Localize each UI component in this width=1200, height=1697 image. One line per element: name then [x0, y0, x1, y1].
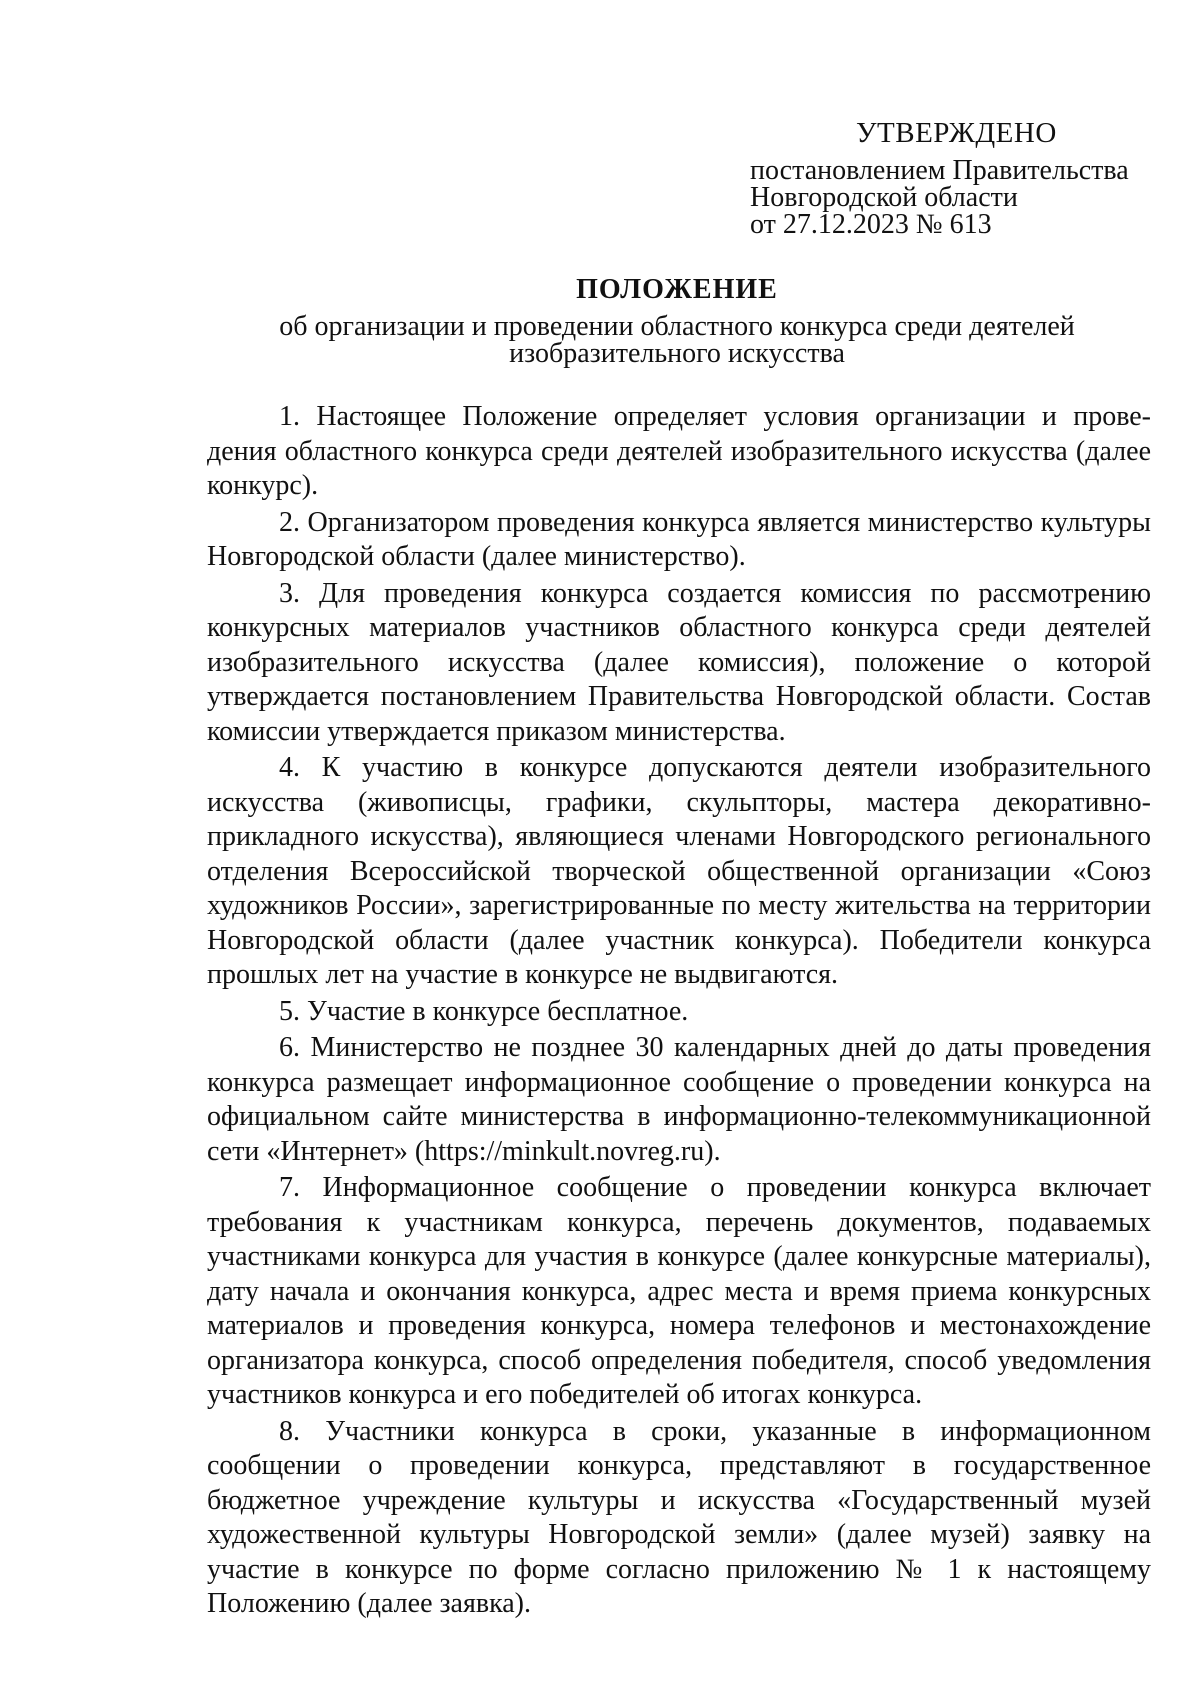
approval-line-region: Новгородской области — [750, 182, 1018, 213]
paragraph-8: 8. Участники конкурса в сроки, указанные в информационном сообщении о проведении конкурса, представляют в государственное бюджетное учреждение культуры и искусства «Государственный музей художественной культуры Новгородской земли» (далее музей) заявку на участие в конкурсе по форме согласно приложению № 1 к настоящему Положению (далее заявка). — [207, 1415, 1151, 1619]
approval-heading: УТВЕРЖДЕНО — [856, 117, 1057, 149]
document-body — [207, 400, 1151, 1624]
approval-line-decree: постановлением Правительства — [750, 155, 1129, 186]
paragraph-5: 5. Участие в конкурсе бесплатное. — [279, 995, 689, 1027]
approval-stamp — [750, 115, 1150, 238]
paragraph-2: 2. Организатором проведения конкурса является министерство культуры Новгородской области (далее министерство). — [207, 506, 1151, 572]
approval-line-date: от 27.12.2023 № 613 — [750, 209, 992, 240]
paragraph-6: 6. Министерство не позднее 30 календарных дней до даты проведения конкурса размещает информационное сообщение о проведении конкурса на официальном сайте министерства в информационно-телекоммуникационной сети «Интернет» (https://minkult.novreg.ru). — [207, 1032, 1151, 1167]
document-title: ПОЛОЖЕНИЕ — [576, 274, 778, 305]
document-subtitle: об организации и проведении областного конкурса среди деятелей изобразительного искусства — [279, 311, 1075, 369]
paragraph-4: 4. К участию в конкурсе допускаются деятели изобразительного искусства (живописцы, графики, скульпторы, мастера декоративно-прикладного искусства), являющиеся членами Новгородского регионального отделения Всероссийской творческой общественной организации «Союз художников России», зарегистрированные по месту жительства на территории Новгородской области (далее участник конкурса). Победители конкурса прошлых лет на участие в конкурсе не выдвигаются. — [207, 752, 1151, 990]
paragraph-3: 3. Для проведения конкурса создается комиссия по рассмотрению конкурсных материалов участников областного конкурса среди деятелей изобразительного искусства (далее комиссия), положение о которой утверждается постановлением Правительства Новгородской области. Состав комиссии утверждается приказом министерства. — [207, 577, 1151, 747]
paragraph-7: 7. Информационное сообщение о проведении конкурса включает требования к участникам конкурса, перечень документов, подаваемых участниками конкурса для участия в конкурсе (далее конкурсные материалы), дату начала и окончания конкурса, адрес места и время приема конкурсных материалов и проведения конкурса, номера телефонов и местонахождение организатора конкурса, способ определения победителя, способ уведомления участников конкурса и его победителей об итогах конкурса. — [207, 1172, 1151, 1410]
paragraph-1: 1. Настоящее Положение определяет условия организации и прове-дения областного конкурса среди деятелей изобразительного искусства (далее конкурс). — [207, 401, 1151, 501]
